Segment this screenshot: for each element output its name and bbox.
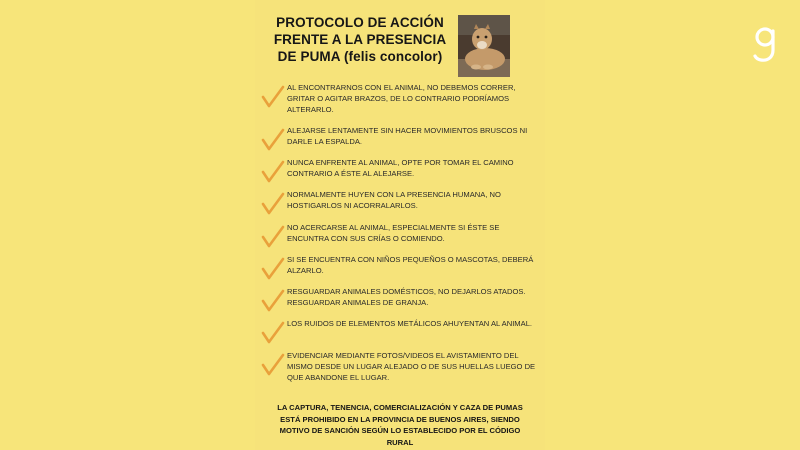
list-item-text: NORMALMENTE HUYEN CON LA PRESENCIA HUMANA, NO HOSTIGARLOS NI ACORRALARLOS. <box>287 190 501 210</box>
list-item-text: NO ACERCARSE AL ANIMAL, ESPECIALMENTE SI ÉSTE SE ENCUNTRA CON SUS CRÍAS O COMIENDO. <box>287 223 500 243</box>
list-item-text: EVIDENCIAR MEDIANTE FOTOS/VIDEOS EL AVISTAMIENTO DEL MISMO DESDE UN LUGAR ALEJADO O DE SUS HUELLAS LUEGO DE QUE ABANDONE EL LUGAR. <box>287 351 536 382</box>
checkmark-icon <box>261 84 285 108</box>
checkmark-icon <box>261 224 285 248</box>
legal-notice: LA CAPTURA, TENENCIA, COMERCIALIZACIÓN Y CAZA DE PUMAS ESTÁ PROHIBIDO EN LA PROVINCIA DE BUENOS AIRES, SIENDO MOTIVO DE SANCIÓN SEGÚN LO ESTABLECIDO POR EL CÓDIGO RURAL <box>277 403 523 447</box>
list-item-text: RESGUARDAR ANIMALES DOMÉSTICOS, NO DEJARLOS ATADOS. RESGUARDAR ANIMALES DE GRANJA. <box>287 287 526 307</box>
checkmark-icon <box>261 288 285 312</box>
checkmark-icon <box>261 191 285 215</box>
list-item-text: NUNCA ENFRENTE AL ANIMAL, OPTE POR TOMAR EL CAMINO CONTRARIO A ÉSTE AL ALEJARSE. <box>287 158 514 178</box>
g-logo-icon <box>750 24 782 64</box>
checkmark-icon <box>261 256 285 280</box>
checkmark-icon <box>261 127 285 151</box>
checkmark-icon <box>261 159 285 183</box>
checkmark-icon <box>261 320 285 344</box>
puma-photo <box>458 15 510 77</box>
poster-title: PROTOCOLO DE ACCIÓN FRENTE A LA PRESENCIA DE PUMA (felis concolor) <box>273 15 447 64</box>
list-item-text: LOS RUIDOS DE ELEMENTOS METÁLICOS AHUYENTAN AL ANIMAL. <box>287 319 533 328</box>
list-item-text: ALEJARSE LENTAMENTE SIN HACER MOVIMIENTOS BRUSCOS NI DARLE LA ESPALDA. <box>287 126 528 146</box>
list-item-text: SI SE ENCUENTRA CON NIÑOS PEQUEÑOS O MASCOTAS, DEBERÁ ALZARLO. <box>287 255 534 275</box>
checkmark-icon <box>261 352 285 376</box>
puma-protocol-poster <box>255 0 545 450</box>
list-item-text: AL ENCONTRARNOS CON EL ANIMAL, NO DEBEMOS CORRER, GRITAR O AGITAR BRAZOS, DE LO CONTRARIO PODRÍAMOS ALTERARLO. <box>287 83 516 114</box>
